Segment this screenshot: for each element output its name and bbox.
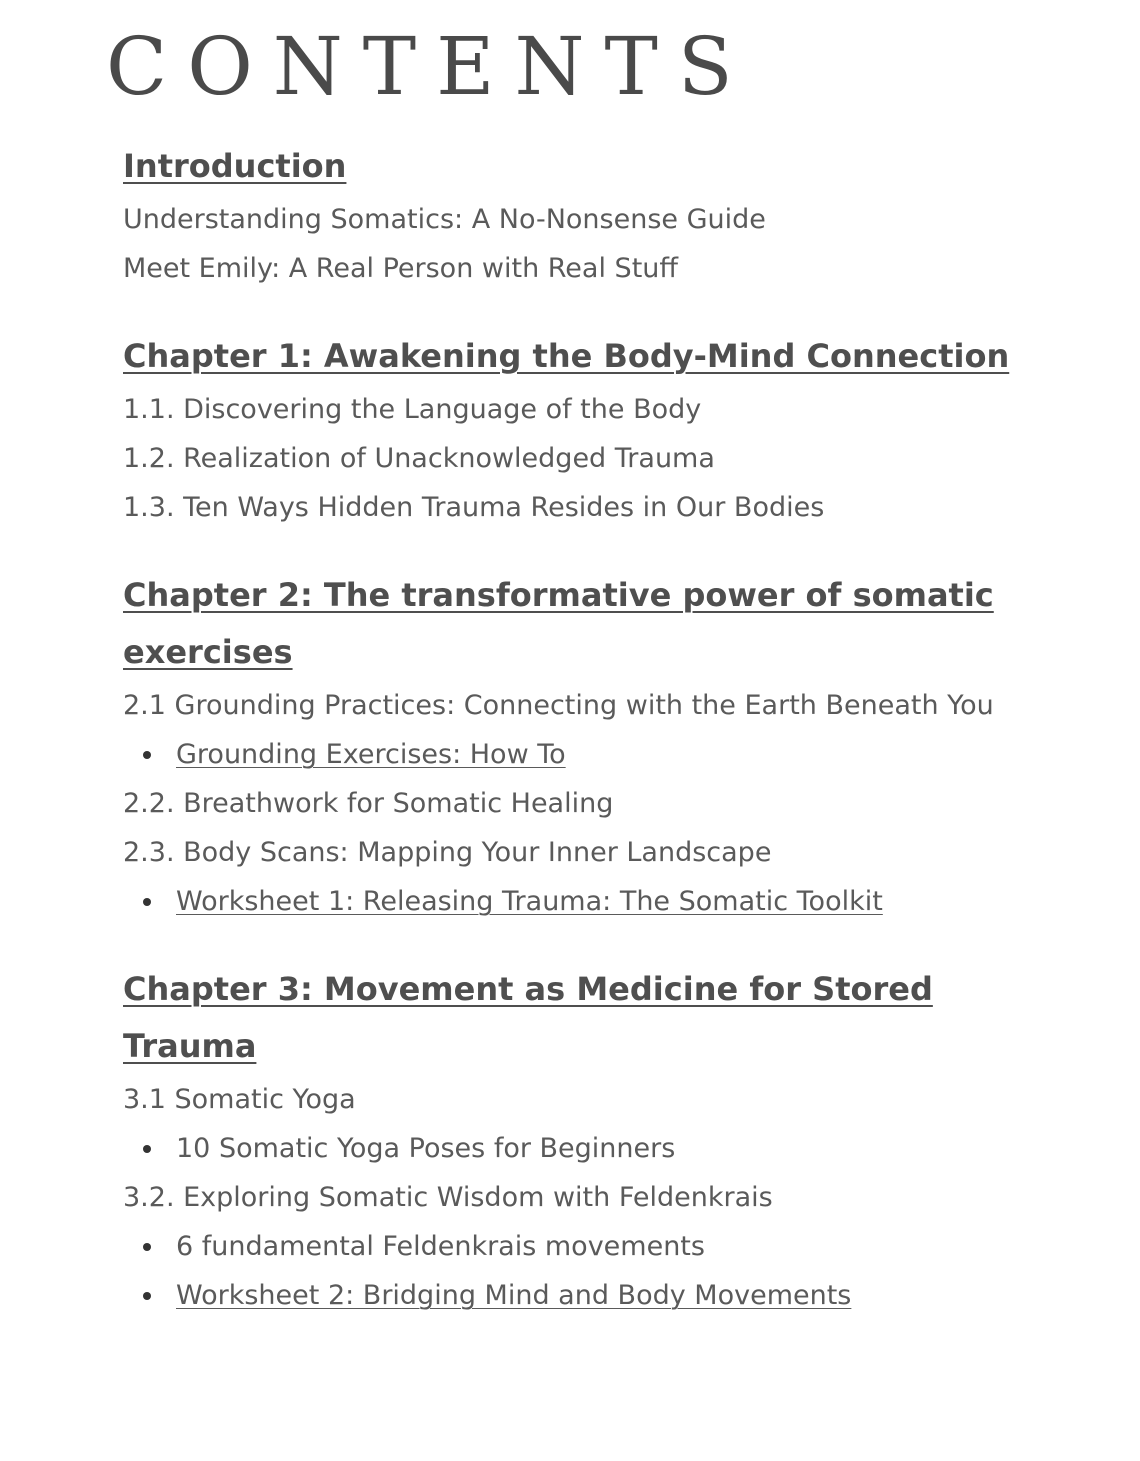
link-grounding-exercises[interactable]: Grounding Exercises: How To — [176, 739, 566, 770]
toc-item-1-3: 1.3. Ten Ways Hidden Trauma Resides in Our Bodies — [123, 492, 825, 523]
table-of-contents — [123, 138, 1038, 1320]
bullet-item-somatic-yoga-poses — [123, 1124, 1038, 1173]
toc-item-1-1: 1.1. Discovering the Language of the Body — [123, 394, 702, 425]
section-chapter-3 — [123, 961, 1038, 1320]
bullet-dot-icon — [143, 1243, 151, 1251]
toc-item-2-1: 2.1 Grounding Practices: Connecting with the Earth Beneath You — [123, 690, 994, 721]
bullet-item-grounding-exercises — [123, 730, 1038, 779]
bullet-item-feldenkrais-movements — [123, 1222, 1038, 1271]
link-worksheet-2[interactable]: Worksheet 2: Bridging Mind and Body Movements — [176, 1280, 852, 1311]
text-feldenkrais-movements: 6 fundamental Feldenkrais movements — [176, 1231, 705, 1262]
toc-item-3-1: 3.1 Somatic Yoga — [123, 1084, 356, 1115]
heading-chapter-3[interactable]: Chapter 3: Movement as Medicine for Stored Trauma — [123, 970, 933, 1065]
bullet-dot-icon — [143, 1292, 151, 1300]
section-chapter-2 — [123, 567, 1038, 926]
toc-item-understanding-somatics: Understanding Somatics: A No-Nonsense Guide — [123, 204, 766, 235]
toc-item-3-2: 3.2. Exploring Somatic Wisdom with Feldenkrais — [123, 1182, 773, 1213]
link-worksheet-1[interactable]: Worksheet 1: Releasing Trauma: The Somatic Toolkit — [176, 886, 883, 917]
heading-chapter-1[interactable]: Chapter 1: Awakening the Body-Mind Connection — [123, 337, 1010, 375]
toc-item-2-3: 2.3. Body Scans: Mapping Your Inner Landscape — [123, 837, 772, 868]
heading-chapter-2[interactable]: Chapter 2: The transformative power of somatic exercises — [123, 576, 994, 671]
bullet-item-worksheet-2 — [123, 1271, 1038, 1320]
heading-introduction[interactable]: Introduction — [123, 147, 347, 185]
bullet-item-worksheet-1 — [123, 877, 1038, 926]
page-title: CONTENTS — [106, 20, 753, 113]
section-chapter-1 — [123, 328, 1038, 532]
toc-item-1-2: 1.2. Realization of Unacknowledged Trauma — [123, 443, 715, 474]
bullet-dot-icon — [143, 898, 151, 906]
toc-item-meet-emily: Meet Emily: A Real Person with Real Stuff — [123, 253, 678, 284]
text-somatic-yoga-poses: 10 Somatic Yoga Poses for Beginners — [176, 1133, 676, 1164]
toc-item-2-2: 2.2. Breathwork for Somatic Healing — [123, 788, 614, 819]
bullet-dot-icon — [143, 1145, 151, 1153]
bullet-dot-icon — [143, 751, 151, 759]
section-introduction — [123, 138, 1038, 293]
